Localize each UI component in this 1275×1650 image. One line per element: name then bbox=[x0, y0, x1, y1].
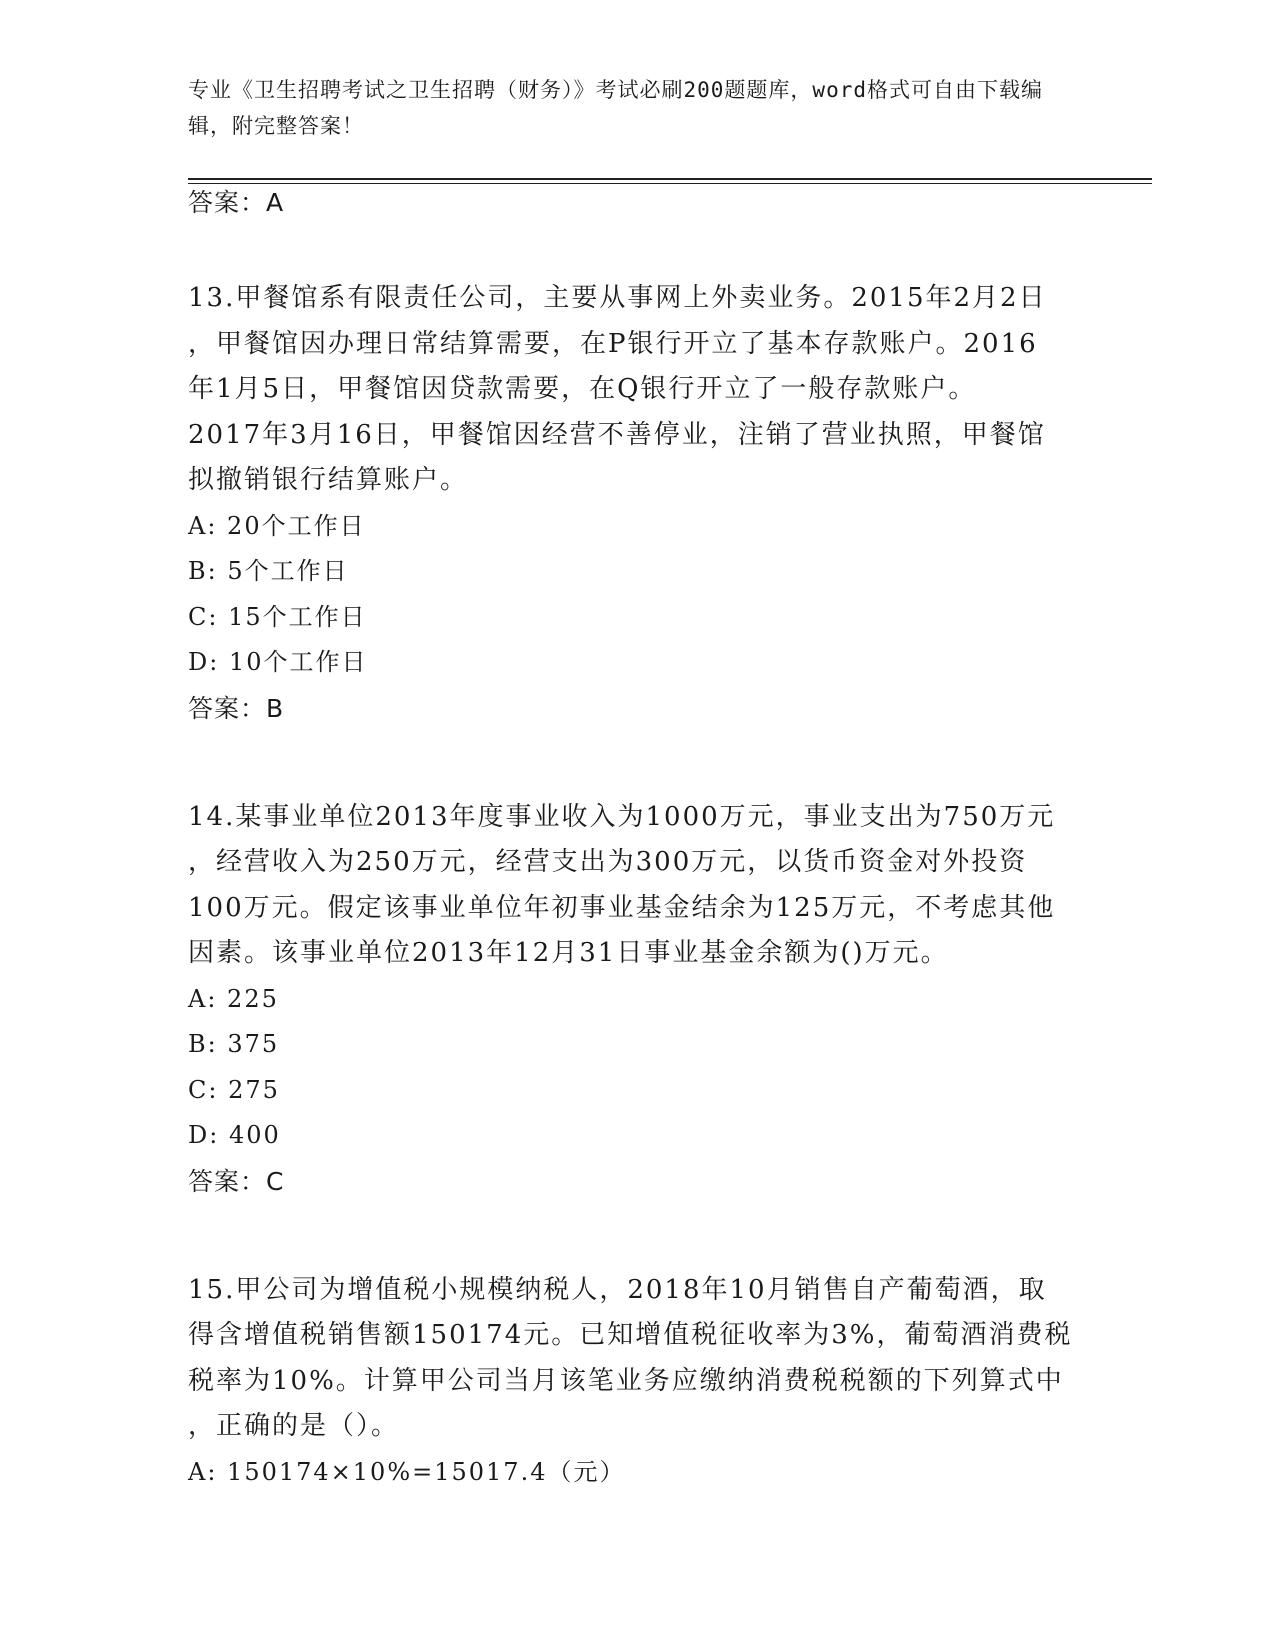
question-text: 13.甲餐馆系有限责任公司，主要从事网上外卖业务。2015年2月2日 ，甲餐馆因办理日常结算需要，在P银行开立了基本存款账户。2016 年1月5日，甲餐馆因贷款需要，在Q银行开立了一般存款账户。 2017年3月16日，甲餐馆因经营不善停业，注销了营业执照，甲餐馆 拟撤销银行结算账户。 bbox=[188, 283, 1047, 495]
answer-line: 答案：A bbox=[188, 188, 285, 217]
option-c: C: 275 bbox=[188, 1075, 280, 1104]
option-a: A: 225 bbox=[188, 984, 279, 1013]
question-text: 14.某事业单位2013年度事业收入为1000万元，事业支出为750万元 ，经营收入为250万元，经营支出为300万元，以货币资金对外投资 100万元。假定该事业单位年初事业基金结余为125万元，不考虑其他 因素。该事业单位2013年12月31日事业基金余额为()万元。 bbox=[188, 801, 1056, 968]
answer-line: 答案：C bbox=[188, 1166, 285, 1196]
question-text: 15.甲公司为增值税小规模纳税人，2018年10月销售自产葡萄酒，取 得含增值税销售额150174元。已知增值税征收率为3%，葡萄酒消费税 税率为10%。计算甲公司当月该笔业务应缴纳消费税税额的下列算式中 ，正确的是（）。 bbox=[188, 1274, 1073, 1441]
option-a: A: 20个工作日 bbox=[188, 511, 366, 540]
option-d: D: 400 bbox=[188, 1121, 281, 1149]
option-b: B: 5个工作日 bbox=[188, 557, 349, 585]
option-d: D: 10个工作日 bbox=[188, 648, 368, 676]
option-c: C: 15个工作日 bbox=[188, 602, 367, 631]
question-block bbox=[188, 1268, 1088, 1496]
option-b: B: 375 bbox=[188, 1030, 280, 1058]
document-header: 专业《卫生招聘考试之卫生招聘（财务）》考试必刷200题题库，word格式可自由下载编辑，附完整答案！ bbox=[188, 78, 1043, 138]
answer-line: 答案：B bbox=[188, 693, 285, 723]
option-a: A: 150174×10%=15017.4（元） bbox=[188, 1457, 626, 1486]
question-block bbox=[188, 795, 1088, 1204]
question-block bbox=[188, 276, 1088, 731]
document-body bbox=[188, 190, 1088, 1495]
